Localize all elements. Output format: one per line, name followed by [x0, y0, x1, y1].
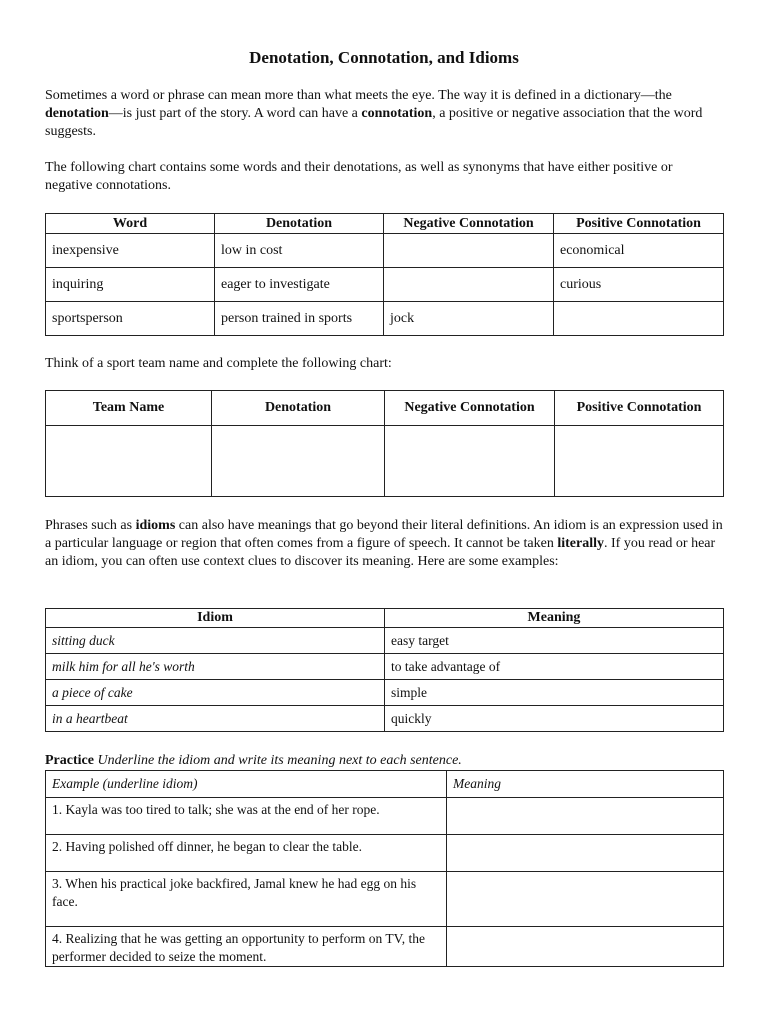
table-row [46, 628, 724, 654]
words-table-header [46, 214, 724, 234]
table-cell: eager to investigate [215, 268, 384, 302]
header-denotation: Denotation [212, 391, 385, 426]
idiom-intro-text-3: . If you read or hear an idiom, you can often use context clues to discover its meaning. Here are some examples: [45, 536, 716, 569]
practice-instruction-text: Underline the idiom and write its meaning next to each sentence. [93, 753, 462, 768]
table-row [46, 680, 724, 706]
meaning-answer-cell[interactable] [447, 798, 724, 835]
idiom-table-header [46, 609, 724, 628]
idiom-intro-text-1: Phrases such as [45, 518, 136, 533]
table-cell: economical [554, 234, 724, 268]
negative-connotation-answer-cell[interactable] [385, 426, 555, 497]
chart-intro-paragraph: The following chart contains some words and their denotations, as well as synonyms that have either positive or negative connotations. [45, 160, 673, 193]
practice-instruction [45, 752, 723, 770]
intro-paragraph [45, 87, 723, 141]
idiom-cell: sitting duck [46, 628, 385, 654]
table-row [46, 654, 724, 680]
intro-text-1: Sometimes a word or phrase can mean more than what meets the eye. The way it is defined in a dictionary—the [45, 88, 672, 103]
header-example: Example (underline idiom) [46, 771, 447, 798]
practice-label: Practice [45, 753, 94, 768]
idiom-intro-text-2: can also have meanings that go beyond their literal definitions. An idiom is an expression used in a particular language or region that often comes from a figure of speech. It cannot be taken [45, 518, 723, 551]
idiom-intro-paragraph [45, 517, 723, 571]
meaning-answer-cell[interactable] [447, 835, 724, 872]
table-row [46, 872, 724, 927]
table-cell: person trained in sports [215, 302, 384, 336]
header-denotation: Denotation [215, 214, 384, 234]
table-cell [384, 268, 554, 302]
table-cell [384, 234, 554, 268]
idiom-cell: in a heartbeat [46, 706, 385, 732]
header-negative-connotation: Negative Connotation [384, 214, 554, 234]
header-meaning: Meaning [447, 771, 724, 798]
idiom-table [45, 608, 724, 732]
table-row [46, 426, 724, 497]
table-row [46, 706, 724, 732]
table-cell: sportsperson [46, 302, 215, 336]
team-table-header [46, 391, 724, 426]
denotation-term: denotation [45, 106, 109, 121]
table-cell: inquiring [46, 268, 215, 302]
practice-sentence[interactable]: 1. Kayla was too tired to talk; she was at the end of her rope. [46, 798, 447, 835]
idiom-cell: a piece of cake [46, 680, 385, 706]
meaning-cell: easy target [385, 628, 724, 654]
team-table [45, 390, 724, 497]
table-row [46, 835, 724, 872]
meaning-cell: simple [385, 680, 724, 706]
header-negative-connotation: Negative Connotation [385, 391, 555, 426]
intro-text-3: , a positive or negative association that the word suggests. [45, 106, 703, 139]
header-word: Word [46, 214, 215, 234]
page-title: Denotation, Connotation, and Idioms [249, 48, 519, 67]
positive-connotation-answer-cell[interactable] [555, 426, 724, 497]
practice-sentence[interactable]: 3. When his practical joke backfired, Jamal knew he had egg on his face. [46, 872, 447, 927]
team-name-answer-cell[interactable] [46, 426, 212, 497]
idiom-cell: milk him for all he's worth [46, 654, 385, 680]
literally-term: literally [557, 536, 604, 551]
meaning-cell: quickly [385, 706, 724, 732]
meaning-answer-cell[interactable] [447, 872, 724, 927]
practice-table [45, 770, 724, 967]
connotation-term: connotation [361, 106, 433, 121]
practice-sentence[interactable]: 4. Realizing that he was getting an opportunity to perform on TV, the performer decided to seize the moment. [46, 927, 447, 967]
meaning-answer-cell[interactable] [447, 927, 724, 967]
header-idiom: Idiom [46, 609, 385, 628]
header-positive-connotation: Positive Connotation [554, 214, 724, 234]
table-cell: inexpensive [46, 234, 215, 268]
table-row [46, 927, 724, 967]
table-row [46, 234, 724, 268]
words-table [45, 213, 724, 336]
table-cell: curious [554, 268, 724, 302]
table-row [46, 268, 724, 302]
header-meaning: Meaning [385, 609, 724, 628]
table-cell: low in cost [215, 234, 384, 268]
table-cell: jock [384, 302, 554, 336]
table-row [46, 798, 724, 835]
meaning-cell: to take advantage of [385, 654, 724, 680]
header-positive-connotation: Positive Connotation [555, 391, 724, 426]
table-row [46, 302, 724, 336]
practice-table-header [46, 771, 724, 798]
team-prompt: Think of a sport team name and complete the following chart: [45, 356, 392, 371]
denotation-answer-cell[interactable] [212, 426, 385, 497]
idioms-term: idioms [135, 518, 176, 533]
intro-text-2: —is just part of the story. A word can have a [108, 106, 362, 121]
practice-sentence[interactable]: 2. Having polished off dinner, he began to clear the table. [46, 835, 447, 872]
table-cell [554, 302, 724, 336]
header-team-name: Team Name [46, 391, 212, 426]
